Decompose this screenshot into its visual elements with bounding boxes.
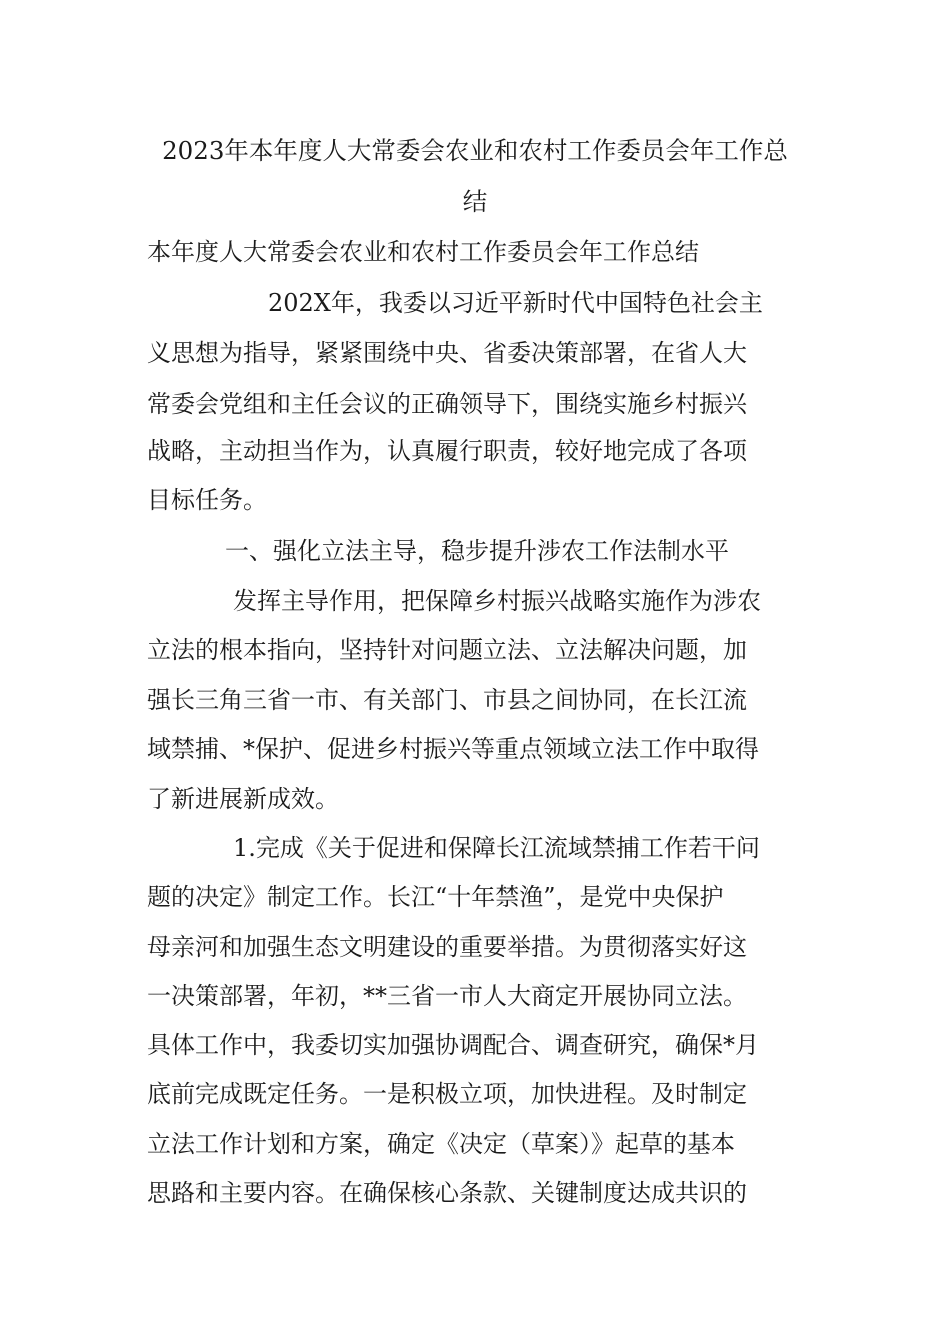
paragraph-2-line-1: 发挥主导作用，把保障乡村振兴战略实施作为涉农 (233, 587, 761, 615)
paragraph-1-line-5: 目标任务。 (147, 486, 267, 514)
paragraph-3-line-4: 一决策部署，年初，**三省一市人大商定开展协同立法。 (147, 982, 747, 1010)
paragraph-2-line-5: 了新进展新成效。 (147, 785, 339, 813)
document-title-line-1: 2023年本年度人大常委会农业和农村工作委员会年工作总 (162, 136, 788, 165)
paragraph-1-line-4: 战略，主动担当作为，认真履行职责，较好地完成了各项 (147, 437, 747, 465)
document-title-line-2: 结 (462, 187, 488, 216)
document-subtitle: 本年度人大常委会农业和农村工作委员会年工作总结 (147, 238, 699, 266)
paragraph-2-line-4: 域禁捕、*保护、促进乡村振兴等重点领域立法工作中取得 (147, 735, 759, 763)
paragraph-3-line-3: 母亲河和加强生态文明建设的重要举措。为贯彻落实好这 (147, 933, 747, 961)
paragraph-2-line-2: 立法的根本指向，坚持针对问题立法、立法解决问题，加 (147, 636, 747, 664)
section-heading-1: 一、强化立法主导，稳步提升涉农工作法制水平 (225, 537, 729, 565)
paragraph-3-line-7: 立法工作计划和方案，确定《决定（草案）》起草的基本 (147, 1130, 735, 1158)
paragraph-1-line-2: 义思想为指导，紧紧围绕中央、省委决策部署，在省人大 (147, 339, 747, 367)
paragraph-2-line-3: 强长三角三省一市、有关部门、市县之间协同，在长江流 (147, 686, 747, 714)
paragraph-1-line-3: 常委会党组和主任会议的正确领导下，围绕实施乡村振兴 (147, 390, 747, 418)
paragraph-3-line-1: 1.完成《关于促进和保障长江流域禁捕工作若干问 (233, 834, 760, 862)
paragraph-3-line-2: 题的决定》制定工作。长江“十年禁渔”，是党中央保护 (147, 883, 724, 911)
paragraph-3-line-8: 思路和主要内容。在确保核心条款、关键制度达成共识的 (147, 1179, 747, 1207)
paragraph-3-line-5: 具体工作中，我委切实加强协调配合、调查研究，确保*月 (147, 1031, 759, 1059)
paragraph-1-line-1: 202X年，我委以习近平新时代中国特色社会主 (268, 289, 763, 317)
paragraph-3-line-6: 底前完成既定任务。一是积极立项，加快进程。及时制定 (147, 1080, 747, 1108)
